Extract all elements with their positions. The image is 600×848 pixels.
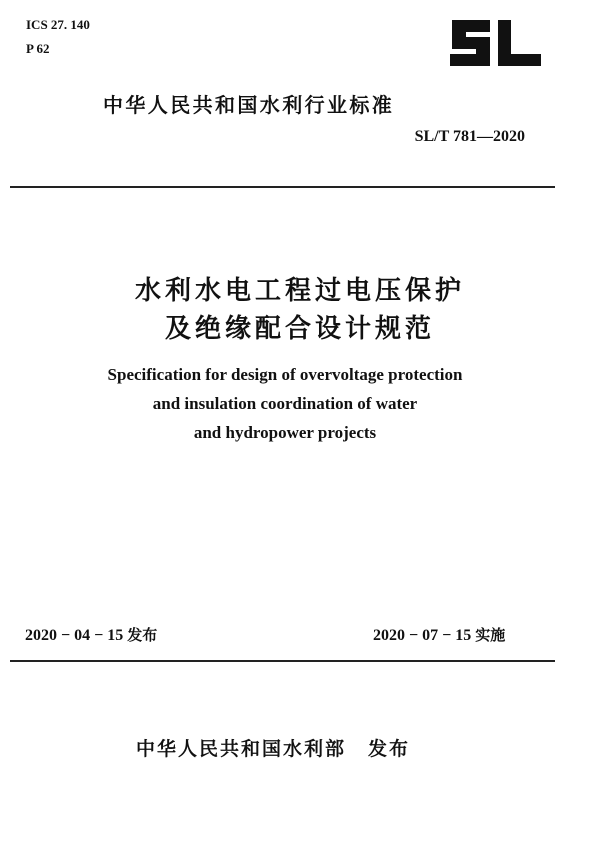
ccs-code: P 62: [26, 41, 50, 56]
publisher-name: 中华人民共和国水利部: [136, 738, 347, 760]
sl-logo: [446, 14, 544, 72]
title-cn-line-1: 水利水电工程过电压保护: [134, 276, 465, 306]
title-cn-line-2: 及绝缘配合设计规范: [164, 314, 435, 344]
bottom-divider: [10, 660, 555, 662]
implement-date-value: 2020 − 07 − 15: [373, 627, 472, 644]
title-english: [0, 360, 600, 447]
title-en-line-3: and hydropower projects: [193, 423, 377, 442]
issue-date-label: 发布: [127, 626, 158, 644]
sl-logo-icon: [446, 14, 544, 72]
publisher: [136, 734, 410, 761]
implement-date-label: 实施: [475, 626, 506, 644]
issue-date-value: 2020 − 04 − 15: [25, 627, 124, 644]
title-chinese: [0, 272, 600, 348]
title-en-line-1: Specification for design of overvoltage protection: [107, 365, 463, 384]
standard-type: 中华人民共和国水利行业标准: [103, 93, 395, 117]
ics-code: ICS 27. 140: [26, 17, 90, 32]
publisher-action: 发布: [368, 738, 411, 760]
title-en-line-2: and insulation coordination of water: [152, 394, 418, 413]
issue-date: [25, 624, 157, 645]
standard-number: SL/T 781—2020: [414, 128, 525, 145]
top-divider: [10, 186, 555, 188]
implement-date: [373, 624, 505, 645]
